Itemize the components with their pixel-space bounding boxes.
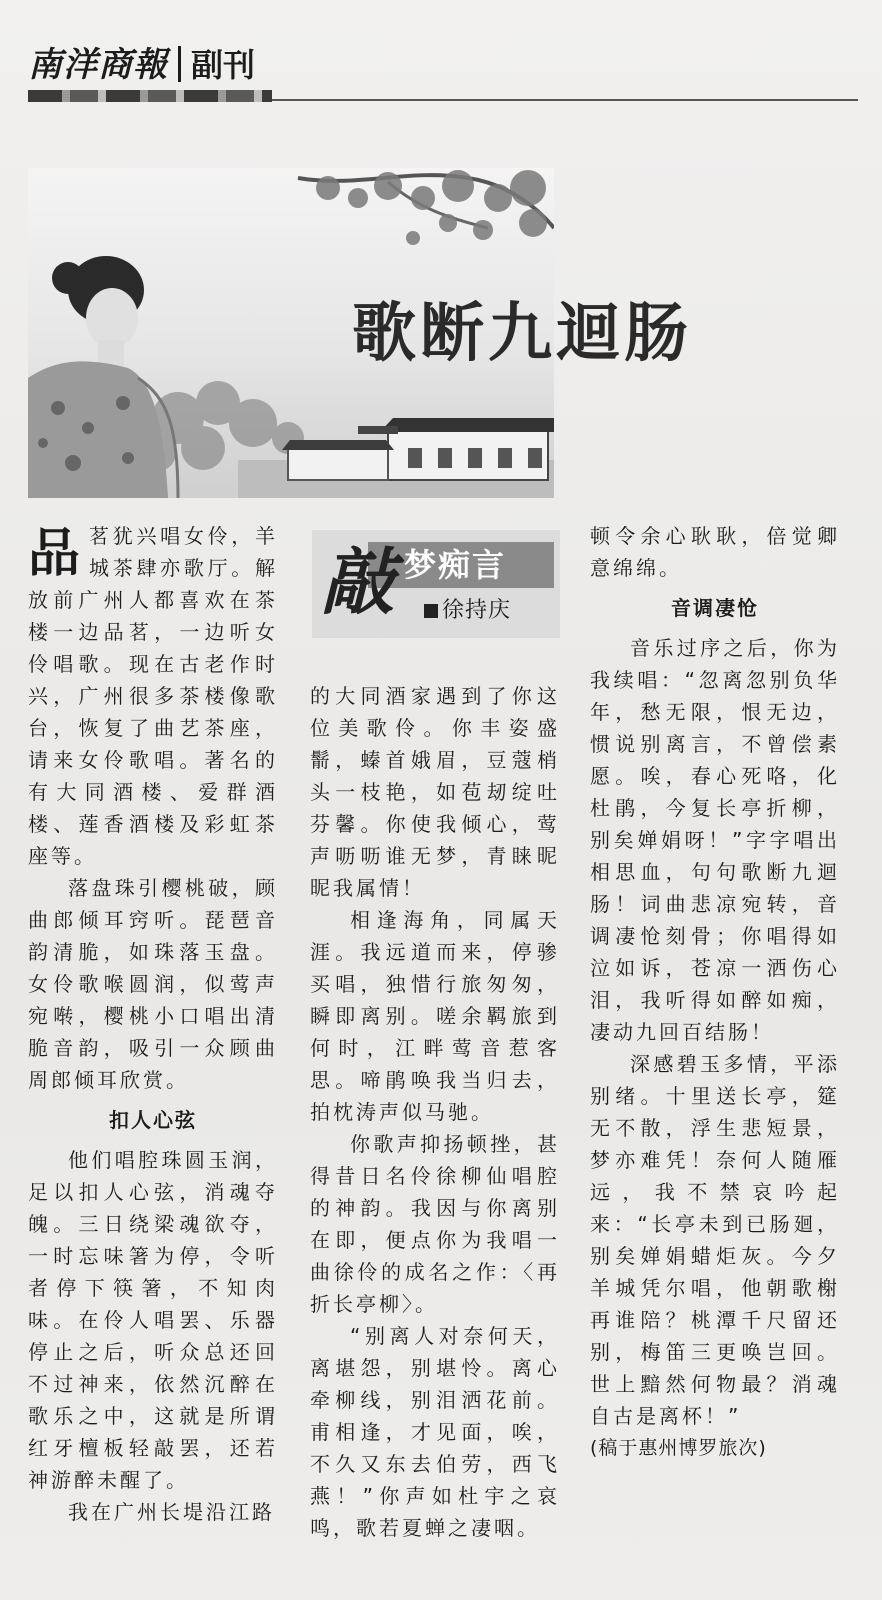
author-name: 徐持庆 xyxy=(442,598,512,623)
newspaper-name: 南洋商報 xyxy=(28,45,168,85)
subheading: 音调凄怆 xyxy=(671,596,759,620)
square-bullet-icon xyxy=(424,604,438,618)
masthead xyxy=(28,38,255,86)
paragraph: 你歌声抑扬顿挫，甚得昔日名伶徐柳仙唱腔的神韵。我因与你离别在即，便点你为我唱一曲徐伶的成名之作：〈再折长亭柳〉。 xyxy=(310,1132,560,1316)
masthead-rule xyxy=(272,99,858,101)
column-prefix: 敲 xyxy=(322,539,395,624)
text-column-3 xyxy=(590,520,840,1464)
paragraph: 深感碧玉多情，平添别绪。十里送长亭，筵无不散，浮生悲短景，梦亦难凭！奈何人随雁远，我不禁哀吟起来：“长亭未到已肠廻，别矣婵娟蜡炬灰。今夕羊城凭尔唱，他朝歌榭再谁陪？桃潭千尺留还别，梅笛三更唤岂回。世上黯然何物最？消魂自古是离杯！” xyxy=(590,1052,840,1428)
paragraph: 的大同酒家遇到了你这位美歌伶。你丰姿盛鬋，螓首娥眉，豆蔻梢头一枝艳，如苞刼绽吐芬馨。你使我倾心，莺声呖呖谁无梦，青睐昵昵我属情！ xyxy=(310,684,560,900)
source-note: (稿于惠州博罗旅次) xyxy=(590,1437,767,1459)
article-title: 歌断九迴肠 xyxy=(352,297,692,371)
paragraph: 相逢海角，同属天涯。我远道而来，停骖买唱，独惜行旅匆匆，瞬即离别。嗟余羁旅到何时，江畔莺音惹客思。啼鹃唤我当归去，拍枕涛声似马驰。 xyxy=(310,908,560,1124)
section-name: 副刊 xyxy=(191,46,256,84)
paragraph: 音乐过序之后，你为我续唱：“忽离忽别负华年，愁无限，恨无边，惯说别离言，不曾偿素愿。唉，春心死咯，化杜鹃，今复长亭折柳，别矣婵娟呀！”字字唱出相思血，句句歌断九迴肠！词曲悲凉宛转，音调凄怆刻骨；你唱得如泣如诉，苍凉一洒伤心泪，我听得如醉如痴，凄动九回百结肠！ xyxy=(590,636,840,1044)
paragraph xyxy=(28,520,278,872)
masthead-divider xyxy=(178,46,181,82)
paragraph: 他们唱腔珠圆玉润，足以扣人心弦，消魂夺魄。三日绕梁魂欲夺，一时忘味箸为停，令听者停下筷箸，不知肉味。在伶人唱罢、乐器停止之后，听众总还回不过神来，依然沉醉在歌乐之中，这就是所谓红牙檀板轻敲罢，还若神游醉未醒了。 xyxy=(28,1148,278,1492)
paragraph: 落盘珠引樱桃破，顾曲郎倾耳窍听。琵琶音韵清脆，如珠落玉盘。女伶歌喉圆润，似莺声宛啭，樱桃小口唱出清脆音韵，吸引一众顾曲周郎倾耳欣赏。 xyxy=(28,876,278,1092)
text-column-2 xyxy=(310,680,560,1544)
column-header xyxy=(312,530,560,638)
paragraph: 顿令余心耿耿，倍觉卿意绵绵。 xyxy=(590,524,840,580)
paragraph: “别离人对奈何天，离堪怨，别堪怜。离心牵柳线，别泪洒花前。甫相逢，才见面，唉，不久又东去伯劳，西飞燕！”你声如杜宇之哀鸣，歌若夏蝉之凄咽。 xyxy=(310,1324,560,1540)
text-column-1 xyxy=(28,520,278,1528)
column-name: 梦痴言 xyxy=(404,546,507,584)
byline xyxy=(424,596,511,626)
drop-cap: 品 xyxy=(28,524,84,584)
masthead-strip xyxy=(28,90,272,102)
paragraph: 我在广州长堤沿江路 xyxy=(68,1500,275,1524)
subheading: 扣人心弦 xyxy=(109,1108,197,1132)
paragraph-text: 茗犹兴唱女伶，羊城茶肆亦歌厅。解放前广州人都喜欢在茶楼一边品茗，一边听女伶唱歌。现在古老作时兴，广州很多茶楼像歌台，恢复了曲艺茶座，请来女伶歌唱。著名的有大同酒楼、爱群酒楼、莲香酒楼及彩虹茶座等。 xyxy=(28,524,278,868)
